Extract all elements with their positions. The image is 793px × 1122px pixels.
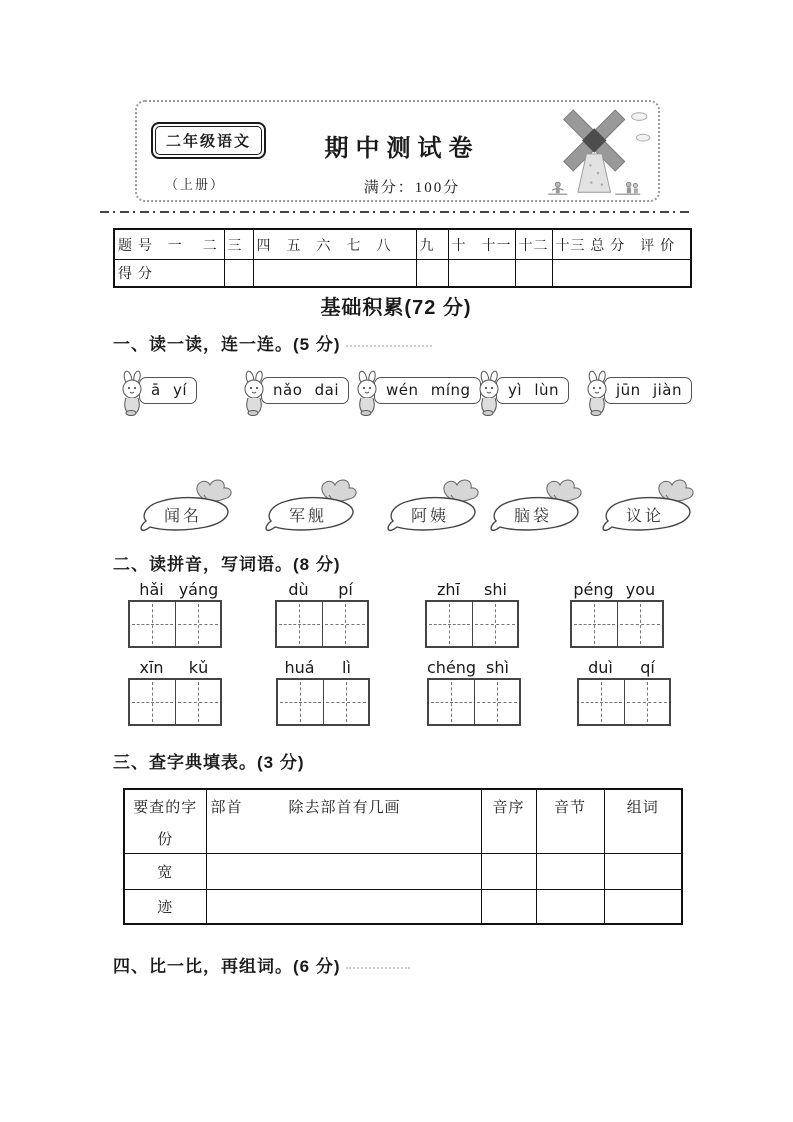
write-cell (617, 602, 663, 646)
dict-header-syllable: 音节 (536, 789, 604, 823)
dict-header-initial: 音序 (481, 789, 536, 823)
q4-title (113, 952, 410, 977)
dict-table-header-row (124, 789, 682, 823)
q2-pinyin-label: chéng shì (427, 658, 509, 677)
radish-shape (138, 475, 234, 537)
full-score-label: 满分：100分 (363, 180, 461, 196)
rabbit-icon (475, 370, 505, 416)
rabbit-icon (118, 370, 148, 416)
write-cell (429, 680, 474, 724)
q1-pinyin-label: ā yí (139, 377, 197, 404)
volume-label: （上册） (165, 177, 226, 192)
q2-pinyin-label: huá lì (284, 658, 351, 677)
grade-badge (151, 122, 266, 159)
dict-table-row (124, 890, 682, 925)
write-grid (570, 600, 664, 648)
dict-header-strokes: 除去部首有几画 (288, 799, 401, 816)
dict-header-radical: 部首 (210, 799, 243, 816)
q2-word-grid (570, 580, 664, 648)
q3-title (113, 748, 305, 773)
header-box (135, 100, 660, 202)
rabbit-icon (353, 370, 383, 416)
q3-title-text: 三、查字典填表。(3 分) (113, 753, 305, 772)
score-blank-cell (224, 260, 253, 288)
dict-blank-cell (604, 854, 682, 890)
radish-shape (488, 475, 584, 537)
score-table (113, 228, 692, 288)
dict-blank-cell (536, 854, 604, 890)
q1-word-label: 阿姨 (410, 508, 449, 525)
q2-pinyin-label: xīn kǔ (139, 658, 209, 677)
write-cell (579, 680, 624, 724)
dotted-trail (346, 345, 432, 347)
score-blank-cell (552, 260, 691, 288)
score-header-cell: 题 号 一 二 (114, 229, 224, 260)
q2-pinyin-label: péng you (573, 580, 656, 599)
score-row-label: 得 分 (114, 260, 224, 288)
q2-word-grid (275, 580, 369, 648)
score-table-score-row (114, 260, 691, 288)
rabbit-icon (583, 370, 613, 416)
q1-title (113, 330, 432, 355)
dict-blank-cell (604, 823, 682, 854)
q2-word-grid (128, 580, 222, 648)
radish-shape (263, 475, 359, 537)
write-cell (427, 602, 472, 646)
q4-title-text: 四、比一比，再组词。(6 分) (113, 957, 341, 976)
grade-badge-label: 二年级语文 (155, 126, 262, 155)
dict-blank-cell (604, 890, 682, 925)
dict-blank-cell (481, 890, 536, 925)
dict-table-row (124, 854, 682, 890)
write-cell (472, 602, 518, 646)
q1-word-label: 闻名 (163, 508, 202, 525)
dict-row-char: 迹 (124, 890, 206, 925)
q1-word-label: 军舰 (288, 508, 327, 525)
q2-word-grid (425, 580, 519, 648)
write-cell (130, 602, 175, 646)
write-cell (175, 680, 221, 724)
dict-blank-cell (206, 890, 481, 925)
q2-title (113, 550, 341, 575)
score-header-cell: 三 (224, 229, 253, 260)
write-grid (128, 678, 222, 726)
write-grid (577, 678, 671, 726)
q2-title-text: 二、读拼音，写词语。(8 分) (113, 555, 341, 574)
q1-title-text: 一、读一读，连一连。(5 分) (113, 335, 341, 354)
q2-word-grid (276, 658, 370, 726)
write-cell (278, 680, 323, 724)
dict-table-row (124, 823, 682, 854)
write-grid (128, 600, 222, 648)
dict-blank-cell (481, 854, 536, 890)
q1-word-label: 脑袋 (513, 508, 552, 525)
radish-shape (600, 475, 696, 537)
dict-blank-cell (536, 823, 604, 854)
paper-title: 期中测试卷 (324, 135, 480, 162)
dotted-trail (346, 967, 410, 969)
q1-pinyin-label: jūn jiàn (604, 377, 692, 404)
score-header-cell: 四 五 六 七 八 (253, 229, 416, 260)
dict-blank-cell (206, 854, 481, 890)
write-grid (427, 678, 521, 726)
write-cell (474, 680, 520, 724)
write-cell (277, 602, 322, 646)
dict-row-char: 宽 (124, 854, 206, 890)
q1-pinyin-label: nǎo dai (261, 377, 349, 404)
dict-header-char: 要查的字 (124, 789, 206, 823)
q1-word-label: 议论 (625, 508, 664, 525)
score-blank-cell (448, 260, 515, 288)
dict-header-word: 组词 (604, 789, 682, 823)
dict-blank-cell (206, 823, 481, 854)
score-header-cell: 十三 总 分 评 价 (552, 229, 691, 260)
write-cell (130, 680, 175, 724)
write-cell (322, 602, 368, 646)
write-grid (425, 600, 519, 648)
dict-row-char: 份 (124, 823, 206, 854)
score-blank-cell (416, 260, 448, 288)
radish-shape (385, 475, 481, 537)
q2-word-grid (577, 658, 671, 726)
section-heading: 基础积累(72 分) (320, 297, 472, 319)
q2-word-grid (427, 658, 521, 726)
q1-pinyin-label: yì lùn (496, 377, 569, 404)
score-blank-cell (515, 260, 552, 288)
write-cell (323, 680, 369, 724)
write-grid (275, 600, 369, 648)
score-blank-cell (253, 260, 416, 288)
windmill-illustration (546, 106, 652, 198)
q2-pinyin-label: zhī shi (437, 580, 507, 599)
dictionary-table (123, 788, 683, 925)
q1-pinyin-label: wén míng (374, 377, 481, 404)
q2-pinyin-label: duì qí (588, 658, 655, 677)
score-header-cell: 十 十一 (448, 229, 515, 260)
score-table-header-row (114, 229, 691, 260)
q2-pinyin-label: hǎi yáng (139, 580, 219, 599)
dict-blank-cell (536, 890, 604, 925)
dict-blank-cell (481, 823, 536, 854)
q2-pinyin-label: dù pí (288, 580, 353, 599)
rabbit-icon (240, 370, 270, 416)
q2-word-grid (128, 658, 222, 726)
dict-header-radical-strokes (206, 789, 481, 823)
dash-dot-separator (100, 211, 692, 213)
write-cell (624, 680, 670, 724)
score-header-cell: 十二 (515, 229, 552, 260)
write-grid (276, 678, 370, 726)
score-header-cell: 九 (416, 229, 448, 260)
write-cell (572, 602, 617, 646)
write-cell (175, 602, 221, 646)
